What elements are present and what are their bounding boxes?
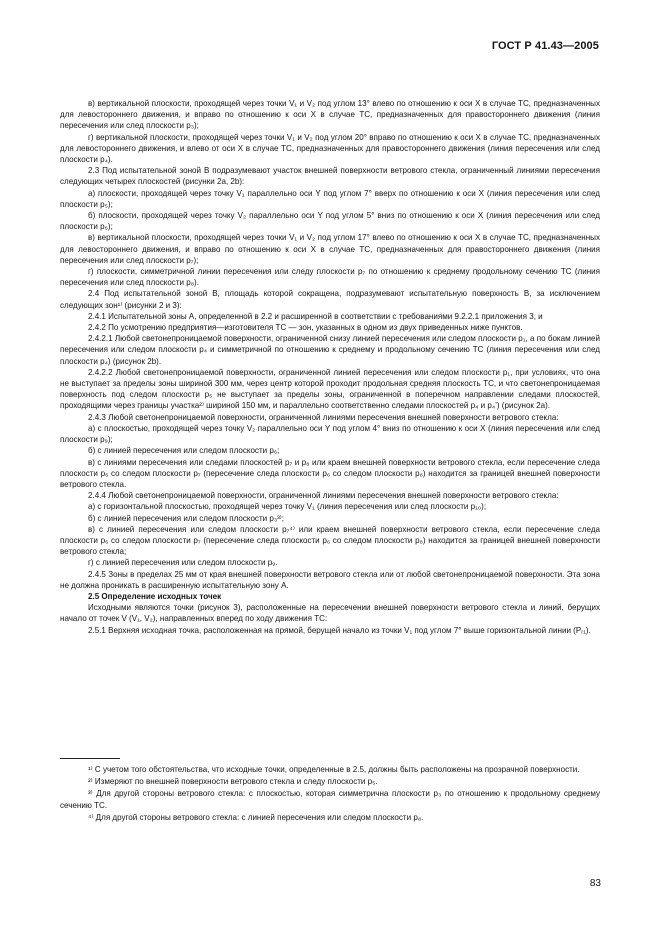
- paragraph-21: г) с линией пересечения или следом плоскости p₉.: [88, 558, 278, 568]
- paragraph-12: 2.4.2.2 Любой светонепроницаемой поверхности, ограниченной линией пересечения или следом плоскости p₁, при условиях, что она не выступает за пределы зоны шириной 300 мм, через центр которой проходит продольная средняя плоскость ТС, и что светонепроницаемая поверхность под следом плоскости p₅ не выступает за пределы зоны, ограниченной в поперечном направлении следами плоскостей, проходящими через границы участка²⁾ шириной 150 мм, и параллельно соответственно следами плоскостей p₄ и p₄’) (рисунок 2a).: [60, 367, 600, 411]
- paragraph-17: 2.4.4 Любой светонепроницаемой поверхности, ограниченной линиями пересечения внешней поверхности ветрового стекла:: [88, 491, 559, 501]
- paragraph-6: в) вертикальной плоскости, проходящей через точки V₁ и V₂ под углом 17° влево по отношению к оси X в случае ТС, предназначенных для левостороннего движения, и вправо по отношению к оси X в случае ТС, предназначенных для правостороннего движения (линия пересечения или след плоскости p₇);: [60, 233, 600, 265]
- paragraph-8: 2.4 Под испытательной зоной B, площадь которой сокращена, подразумевают испытательную поверхность B, за исключением следующих зон¹⁾ (рисунки 2 и 3):: [60, 289, 600, 310]
- paragraph-13: 2.4.3 Любой светонепроницаемой поверхности, ограниченной линиями пересечения внешней поверхности ветрового стекла:: [88, 412, 559, 422]
- paragraph-19: б) с линией пересечения или следом плоскости p₃³⁾;: [88, 513, 285, 523]
- paragraph-1: в) вертикальной плоскости, проходящей через точки V₁ и V₂ под углом 13° влево по отношению к оси X в случае ТС, предназначенных для левостороннего движения, и вправо по отношению к оси X в случае ТС, предназначенных для правостороннего движения (линия пересечения или след плоскости p₃);: [60, 99, 600, 131]
- paragraph-11: 2.4.2.1 Любой светонепроницаемой поверхности, ограниченной снизу линией пересечения или следом плоскости p₁, а по бокам линией пересечения или следом плоскости p₄ и симметричной по отношению к среднему и продольному сечению ТС (линия пересечения или след плоскости p₄) (рисунок 2b).: [60, 334, 600, 366]
- paragraph-14: а) с плоскостью, проходящей через точку V₂ параллельно оси Y под углом 4° вниз по отношению к оси X (линия пересечения или след плоскости p₉);: [60, 423, 600, 445]
- footnote-3: ³⁾ Для другой стороны ветрового стекла: с плоскостью, которая симметрична плоскости p₃ по отношению к продольному среднему сечению ТС.: [60, 789, 600, 810]
- footnote-4: ⁴⁾ Для другой стороны ветрового стекла: с линией пересечения или следом плоскости p₈.: [88, 812, 424, 822]
- paragraph-9: 2.4.1 Испытательной зоны A, определенной в 2.2 и расширенной в соответствии с требованиями 9.2.2.1 приложения 3, и: [88, 311, 543, 321]
- paragraph-20: в) с линией пересечения или следом плоскости p₇⁴⁾ или краем внешней поверхности ветрового стекла, если пересечение следа плоскости p₆ со следом плоскости p₇ (пересечение следа плоскости p₆ со следом плоскости p₈) находится за границей внешней поверхности ветрового стекла;: [60, 524, 600, 557]
- paragraph-25: 2.5.1 Верхняя исходная точка, расположенная на прямой, берущей начало из точки V₁ под углом 7° выше горизонтальной линии (Pᵣ₁).: [88, 625, 591, 635]
- page-number: 83: [589, 878, 601, 889]
- paragraph-7: г) плоскости, симметричной линии пересечения или следу плоскости p₇ по отношению к среднему продольному сечению ТС (линия пересечения или след плоскости p₈).: [60, 267, 600, 288]
- paragraph-22: 2.4.5 Зоны в пределах 25 мм от края внешней поверхности ветрового стекла или от любой светонепроницаемой поверхности. Эта зона не должна проникать в расширенную испытательную зону A.: [60, 569, 600, 590]
- paragraph-2: г) вертикальной плоскости, проходящей через точки V₁ и V₂ под углом 20° вправо по отношению к оси X в случае ТС, предназначенных для левостороннего движения, и влево от оси X в случае ТС, предназначенных для правостороннего движения (линия пересечения или след плоскости p₄).: [60, 132, 600, 165]
- paragraph-10: 2.4.2 По усмотрению предприятия—изготовителя ТС — зон, указанных в одном из двух приведенных ниже пунктов.: [88, 323, 523, 333]
- paragraph-5: б) плоскости, проходящей через точку V₂ параллельно оси Y под углом 5° вниз по отношению к оси X (линия пересечения или след плоскости p₆);: [60, 211, 600, 232]
- section-heading: 2.5 Определение исходных точек: [88, 591, 222, 601]
- footnote-divider: [60, 758, 120, 759]
- footnote-1: ¹⁾ С учетом того обстоятельства, что исходные точки, определенные в 2.5, должны быть расположены на прозрачной поверхности.: [88, 765, 580, 774]
- paragraph-4: а) плоскости, проходящей через точку V₁ параллельно оси Y под углом 7° вверх по отношению к оси X (линия пересечения или след плоскости p₅);: [60, 188, 600, 209]
- standard-header: ГОСТ Р 41.43—2005: [491, 40, 599, 52]
- paragraph-3: 2.3 Под испытательной зоной B подразумевают участок внешней поверхности ветрового стекла, ограниченный линиями пересечения следующих четырех плоскостей (рисунки 2a, 2b):: [60, 166, 600, 187]
- footnotes: [60, 764, 600, 824]
- document-body: [60, 98, 600, 636]
- footnote-2: ²⁾ Измеряют по внешней поверхности ветрового стекла и следу плоскости p₅.: [88, 777, 378, 787]
- paragraph-18: а) с горизонтальной плоскостью, проходящей через точку V₁ (линия пересечения или след плоскости p₁₀);: [88, 502, 487, 512]
- paragraph-15: б) с линией пересечения или следом плоскости p₆;: [88, 446, 280, 456]
- paragraph-24: Исходными являются точки (рисунок 3), расположенные на пересечении внешней поверхности ветрового стекла и линий, берущих начало от точек V (V₁, V₂), направленных вперед по ходу движения ТС:: [60, 603, 600, 624]
- paragraph-16: в) с линиями пересечения или следами плоскостей p₇ и p₈ или краем внешней поверхности ветрового стекла, если пересечение следа плоскости p₆ со следом плоскости p₇ (пересечение следа плоскости p₆ со следом плоскости p₈) находится за границей внешней поверхности ветрового стекла.: [60, 457, 600, 489]
